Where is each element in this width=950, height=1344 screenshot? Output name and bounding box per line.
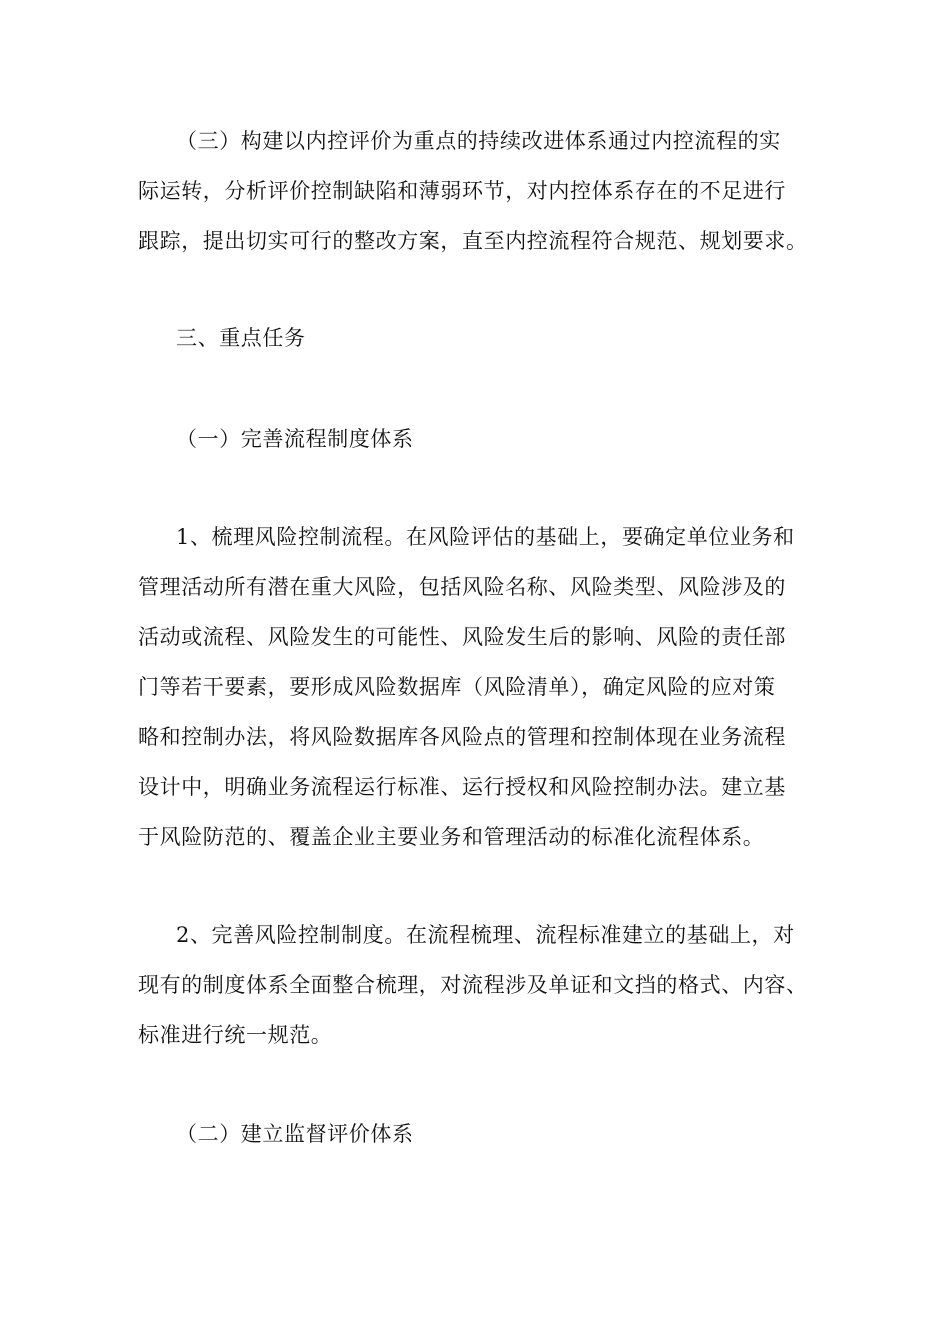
paragraph-line: 现有的制度体系全面整合梳理，对流程涉及单证和文挡的格式、内容、 <box>138 973 808 997</box>
paragraph-line: 标准进行统一规范。 <box>138 1023 333 1047</box>
paragraph-line: （三）构建以内控评价为重点的持续改进体系通过内控流程的实 <box>176 129 781 153</box>
subsection-heading: （一）完善流程制度体系 <box>176 427 414 451</box>
section-heading: 三、重点任务 <box>176 326 306 350</box>
paragraph-line: 跟踪，提出切实可行的整改方案，直至内控流程符合规范、规划要求。 <box>138 229 808 253</box>
paragraph-line: 设计中，明确业务流程运行标准、运行授权和风险控制办法。建立基 <box>138 775 786 799</box>
subsection-heading: （二）建立监督评价体系 <box>176 1122 414 1146</box>
paragraph-line: 活动或流程、风险发生的可能性、风险发生后的影响、风险的责任部 <box>138 625 786 649</box>
paragraph-line: 于风险防范的、覆盖企业主要业务和管理活动的标准化流程体系。 <box>138 825 765 849</box>
paragraph-line: 1、梳理风险控制流程。在风险评估的基础上，要确定单位业务和 <box>176 525 795 549</box>
paragraph-line: 管理活动所有潜在重大风险，包括风险名称、风险类型、风险涉及的 <box>138 575 786 599</box>
paragraph-line: 门等若干要素，要形成风险数据库（风险清单），确定风险的应对策 <box>138 675 776 699</box>
paragraph-line: 略和控制办法，将风险数据库各风险点的管理和控制体现在业务流程 <box>138 725 786 749</box>
paragraph-line: 2、完善风险控制制度。在流程梳理、流程标准建立的基础上，对 <box>176 923 795 947</box>
paragraph-line: 际运转，分析评价控制缺陷和薄弱环节，对内控体系存在的不足进行 <box>138 179 786 203</box>
